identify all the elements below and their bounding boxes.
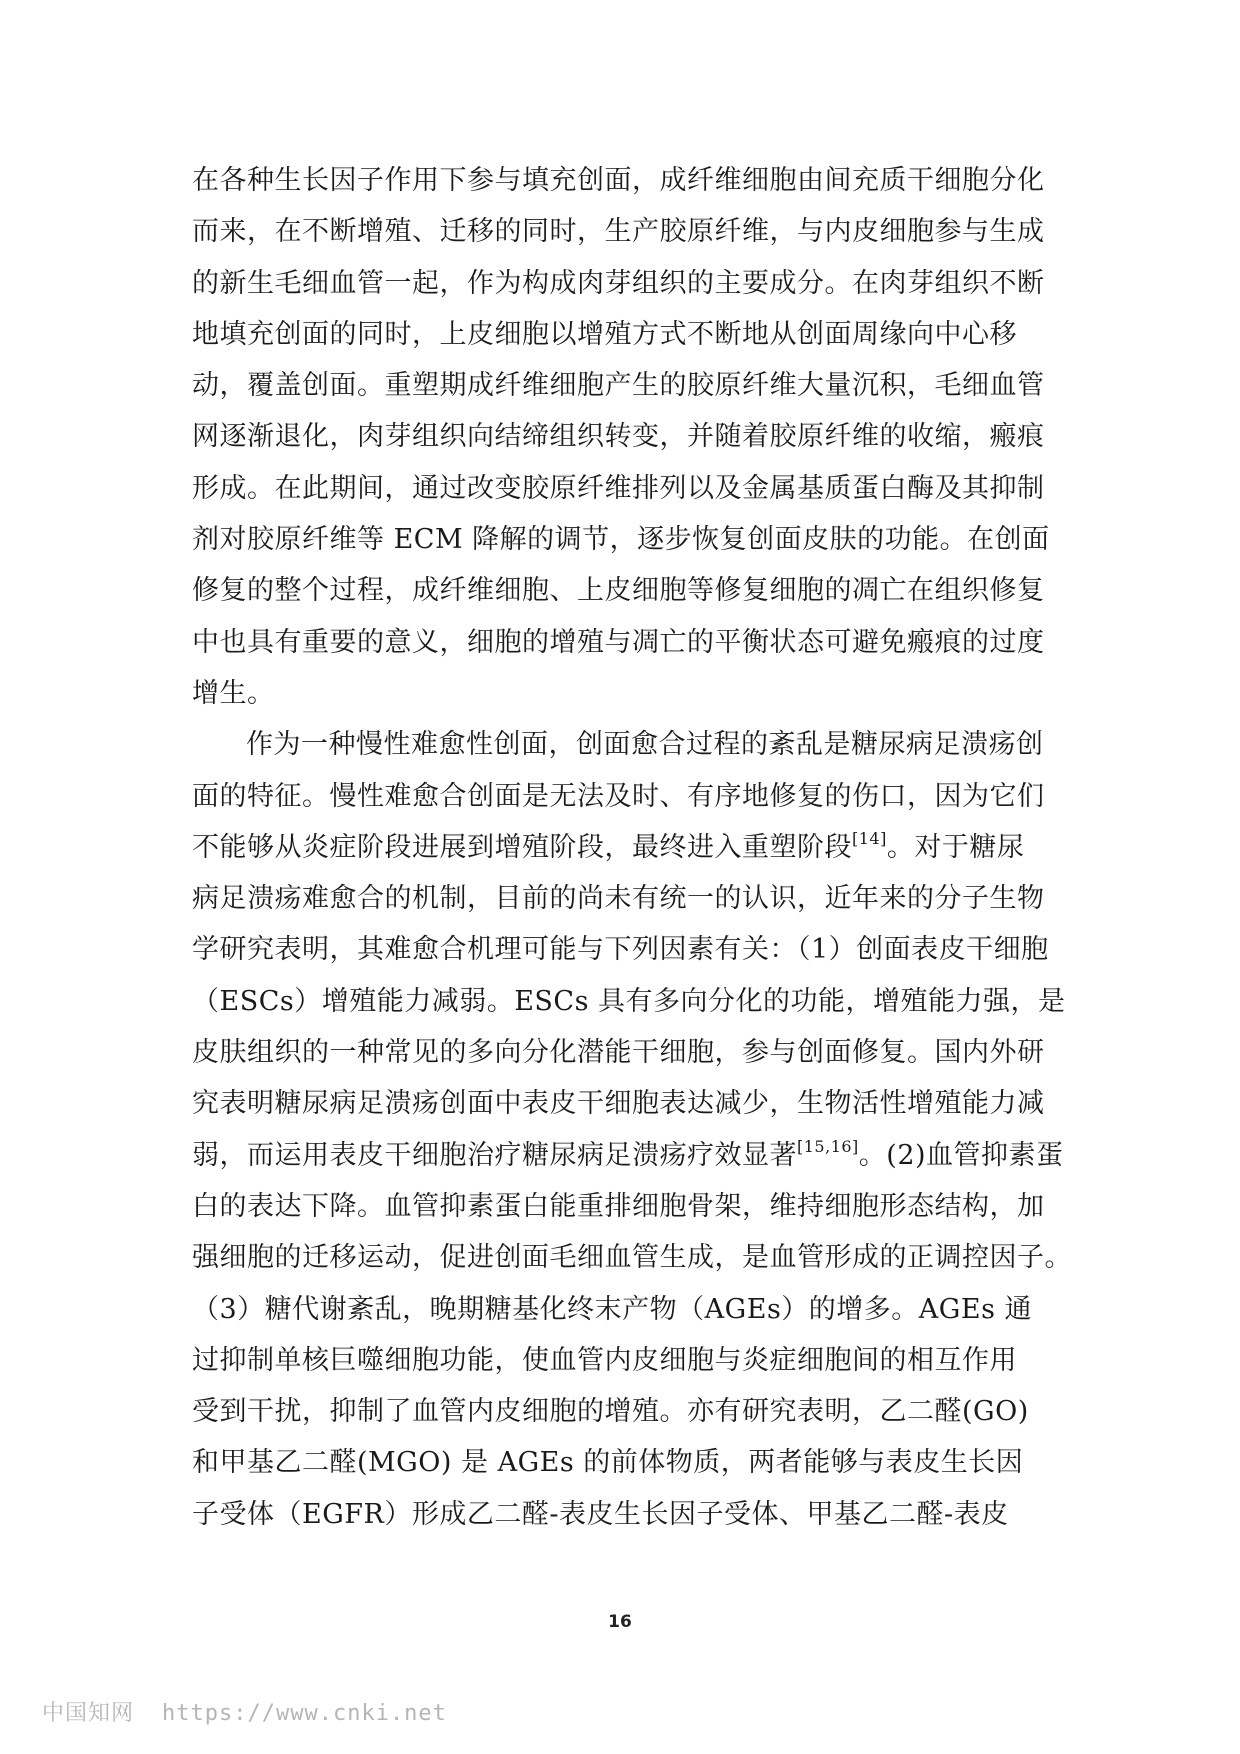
line-text: 中也具有重要的意义，细胞的增殖与凋亡的平衡状态可避免瘢痕的过度 — [192, 626, 1045, 658]
text-line — [192, 1335, 1052, 1386]
line-text: 和甲基乙二醛(MGO) 是 AGEs 的前体物质，两者能够与表皮生长因 — [192, 1447, 1024, 1479]
line-text: 病足溃疡难愈合的机制，目前的尚未有统一的认识，近年来的分子生物 — [192, 883, 1045, 915]
text-line — [192, 1130, 1064, 1181]
line-text: （ESCs）增殖能力减弱。ESCs 具有多向分化的功能，增殖能力强，是 — [192, 985, 1066, 1017]
line-text: 弱，而运用表皮干细胞治疗糖尿病足溃疡疗效显著 — [192, 1139, 797, 1171]
line-text: 究表明糖尿病足溃疡创面中表皮干细胞表达减少，生物活性增殖能力减 — [192, 1088, 1045, 1120]
watermark — [42, 1696, 447, 1727]
citation-superscript: [14] — [852, 828, 887, 848]
text-line — [192, 617, 1052, 668]
line-text: （3）糖代谢紊乱，晚期糖基化终末产物（AGEs）的增多。AGEs 通 — [192, 1293, 1033, 1325]
line-text: 子受体（EGFR）形成乙二醛-表皮生长因子受体、甲基乙二醛-表皮 — [192, 1498, 1009, 1530]
text-line — [192, 463, 1052, 514]
text-line — [192, 1181, 1052, 1232]
text-line — [192, 514, 1052, 565]
text-line — [192, 1027, 1052, 1078]
text-line — [192, 976, 1066, 1027]
text-line — [192, 309, 1052, 360]
text-line — [192, 1284, 1052, 1335]
text-line — [192, 1078, 1052, 1129]
text-line — [192, 1437, 1052, 1488]
line-text: 的新生毛细血管一起，作为构成肉芽组织的主要成分。在肉芽组织不断 — [192, 267, 1045, 299]
line-text: 作为一种慢性难愈性创面，创面愈合过程的紊乱是糖尿病足溃疡创 — [246, 729, 1044, 761]
line-text-tail: 。对于糖尿 — [886, 831, 1025, 863]
line-text: 形成。在此期间，通过改变胶原纤维排列以及金属基质蛋白酶及其抑制 — [192, 472, 1045, 504]
line-text: 受到干扰，抑制了血管内皮细胞的增殖。亦有研究表明，乙二醛(GO) — [192, 1396, 1029, 1428]
text-line — [192, 360, 1052, 411]
text-line — [192, 258, 1052, 309]
text-line — [192, 565, 1052, 616]
text-line — [192, 771, 1052, 822]
line-text: 强细胞的迁移运动，促进创面毛细血管生成，是血管形成的正调控因子。 — [192, 1242, 1072, 1274]
page-number: 16 — [608, 1612, 632, 1632]
text-line — [192, 411, 1052, 462]
text-line — [192, 924, 1052, 975]
watermark-url: https://www.cnki.net — [162, 1701, 447, 1726]
text-line — [192, 206, 1052, 257]
text-line — [192, 155, 1052, 206]
line-text: 白的表达下降。血管抑素蛋白能重排细胞骨架，维持细胞形态结构，加 — [192, 1190, 1045, 1222]
text-line — [192, 822, 1052, 873]
line-text: 网逐渐退化，肉芽组织向结缔组织转变，并随着胶原纤维的收缩，瘢痕 — [192, 421, 1045, 453]
citation-superscript: [15,16] — [797, 1136, 859, 1156]
line-text-tail: 。(2)血管抑素蛋 — [858, 1139, 1064, 1171]
text-line — [192, 1232, 1072, 1283]
body-text — [192, 155, 1072, 1540]
text-line — [192, 668, 1052, 719]
watermark-site-name: 中国知网 — [42, 1701, 135, 1726]
line-text: 过抑制单核巨噬细胞功能，使血管内皮细胞与炎症细胞间的相互作用 — [192, 1344, 1017, 1376]
line-text: 不能够从炎症阶段进展到增殖阶段，最终进入重塑阶段 — [192, 831, 852, 863]
line-text: 而来，在不断增殖、迁移的同时，生产胶原纤维，与内皮细胞参与生成 — [192, 216, 1045, 248]
line-text: 修复的整个过程，成纤维细胞、上皮细胞等修复细胞的凋亡在组织修复 — [192, 575, 1045, 607]
line-text: 面的特征。慢性难愈合创面是无法及时、有序地修复的伤口，因为它们 — [192, 780, 1045, 812]
line-text: 剂对胶原纤维等 ECM 降解的调节，逐步恢复创面皮肤的功能。在创面 — [192, 524, 1050, 556]
line-text: 动，覆盖创面。重塑期成纤维细胞产生的胶原纤维大量沉积，毛细血管 — [192, 370, 1045, 402]
line-text: 学研究表明，其难愈合机理可能与下列因素有关：（1）创面表皮干细胞 — [192, 934, 1049, 966]
text-line — [192, 719, 1052, 770]
text-line — [192, 1489, 1052, 1540]
text-line — [192, 873, 1052, 924]
line-text: 地填充创面的同时，上皮细胞以增殖方式不断地从创面周缘向中心移 — [192, 318, 1017, 350]
text-line — [192, 1386, 1052, 1437]
line-text: 增生。 — [192, 677, 275, 709]
line-text: 皮肤组织的一种常见的多向分化潜能干细胞，参与创面修复。国内外研 — [192, 1037, 1045, 1069]
line-text: 在各种生长因子作用下参与填充创面，成纤维细胞由间充质干细胞分化 — [192, 165, 1045, 196]
